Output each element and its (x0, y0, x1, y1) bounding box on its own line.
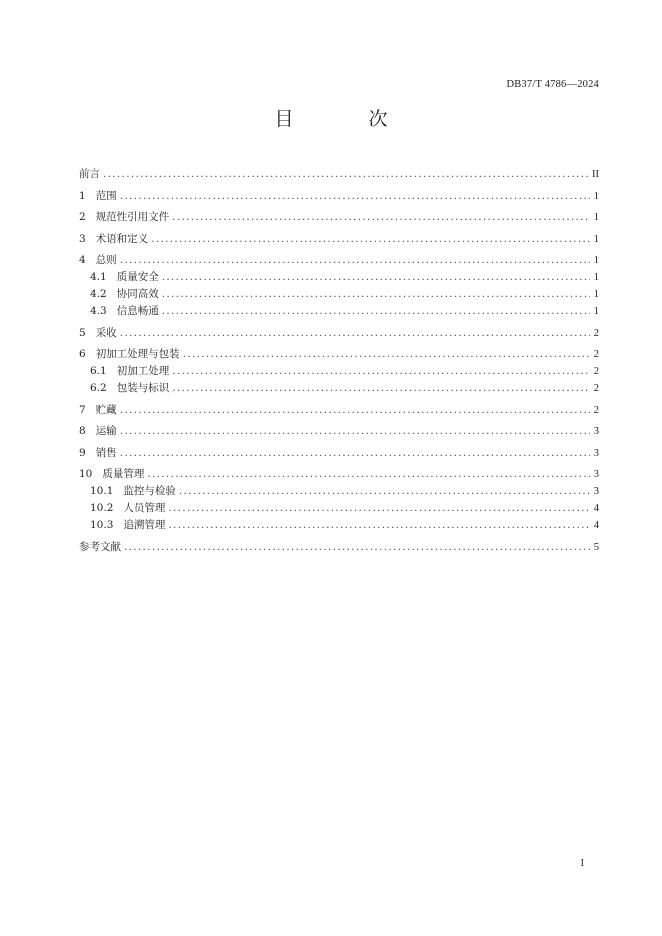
toc-entry-label: 包装与标识 (116, 382, 170, 394)
toc-entry[interactable] (79, 363, 599, 380)
dot-leader (168, 517, 589, 534)
dot-leader (172, 209, 590, 226)
toc-entry-page: 3 (593, 469, 599, 480)
toc-entry-label: 初加工处理 (116, 365, 170, 377)
toc-entry-page: 2 (593, 327, 599, 339)
dot-leader (172, 363, 590, 380)
toc-entry[interactable] (79, 539, 599, 556)
dot-leader (172, 380, 590, 397)
toc-entry-label: 术语和定义 (95, 232, 149, 245)
toc-entry[interactable] (79, 286, 599, 303)
toc-entry-number: 3 (79, 232, 86, 245)
toc-entry-number: 9 (79, 446, 86, 459)
toc-entry[interactable] (79, 269, 599, 286)
toc-entry[interactable] (79, 466, 599, 483)
toc-entry-number: 10.3 (90, 519, 114, 531)
toc-entry-label: 前言 (79, 168, 100, 180)
toc-entry-label: 总则 (95, 254, 117, 266)
toc-entry-page: 1 (593, 255, 599, 266)
toc-entry-page: 1 (593, 289, 599, 300)
toc-entry[interactable] (79, 380, 599, 397)
toc-entry[interactable] (79, 423, 599, 440)
toc-entry-number: 6 (79, 348, 86, 360)
toc-entry-label: 范围 (95, 189, 117, 202)
toc-entry-number: 4.1 (90, 271, 107, 283)
toc-entry-number: 4 (79, 254, 86, 266)
dot-leader (120, 423, 590, 440)
toc-entry-page: 2 (593, 383, 599, 394)
dot-leader (162, 286, 590, 303)
page-number: I (580, 858, 584, 869)
toc-entry-label: 参考文献 (79, 540, 121, 553)
toc-entry-page: 3 (593, 486, 599, 497)
toc-entry-number: 2 (79, 211, 86, 223)
toc-entry-label: 初加工处理与包装 (95, 348, 180, 360)
dot-leader (120, 188, 590, 205)
toc-entry-label: 协同高效 (116, 288, 159, 300)
toc-entry-label: 追溯管理 (123, 519, 166, 531)
toc-entry-page: 2 (593, 349, 599, 360)
toc-entry-label: 销售 (95, 446, 117, 459)
toc-entry-page: 4 (593, 520, 599, 531)
page-title: 目 次 (274, 108, 416, 130)
toc-entry[interactable] (79, 500, 599, 517)
toc-entry-page: 1 (593, 190, 599, 202)
toc-entry-label: 质量管理 (102, 468, 145, 480)
toc-entry-label: 人员管理 (123, 502, 166, 514)
toc-entry[interactable] (79, 166, 599, 183)
table-of-contents (79, 166, 599, 556)
toc-entry[interactable] (79, 483, 599, 500)
toc-entry-number: 5 (79, 326, 86, 339)
toc-entry[interactable] (79, 188, 599, 205)
dot-leader (120, 325, 590, 342)
dot-leader (147, 466, 589, 483)
dot-leader (120, 445, 590, 462)
toc-entry-number: 10 (79, 468, 93, 480)
toc-entry-number: 1 (79, 189, 86, 202)
toc-entry-number: 6.2 (90, 382, 107, 394)
toc-entry[interactable] (79, 517, 599, 534)
dot-leader (151, 231, 590, 248)
toc-entry-number: 6.1 (90, 365, 107, 377)
toc-entry-label: 贮藏 (95, 403, 117, 416)
toc-entry-label: 规范性引用文件 (95, 211, 170, 223)
toc-entry-number: 4.3 (90, 305, 107, 317)
toc-entry-page: 2 (593, 366, 599, 377)
toc-entry-page: 1 (593, 272, 599, 283)
dot-leader (120, 402, 590, 419)
toc-entry-page: 4 (593, 503, 599, 514)
dot-leader (162, 269, 590, 286)
toc-entry-label: 采收 (95, 326, 117, 339)
toc-entry-page: 1 (593, 306, 599, 317)
dot-leader (183, 346, 590, 363)
toc-entry-page: II (592, 169, 599, 180)
toc-entry[interactable] (79, 252, 599, 269)
dot-leader (168, 500, 589, 517)
toc-entry-label: 运输 (95, 425, 117, 437)
toc-entry[interactable] (79, 445, 599, 462)
toc-entry-number: 10.2 (90, 502, 114, 514)
dot-leader (162, 303, 590, 320)
toc-entry[interactable] (79, 346, 599, 363)
toc-entry[interactable] (79, 303, 599, 320)
toc-entry-number: 7 (79, 403, 86, 416)
toc-entry[interactable] (79, 325, 599, 342)
toc-entry-page: 3 (593, 426, 599, 437)
toc-entry[interactable] (79, 402, 599, 419)
toc-entry-label: 质量安全 (116, 271, 159, 283)
toc-entry[interactable] (79, 231, 599, 248)
toc-entry-label: 信息畅通 (116, 305, 159, 317)
toc-entry-page: 3 (593, 447, 599, 459)
toc-entry-label: 监控与检验 (123, 485, 176, 497)
toc-entry[interactable] (79, 209, 599, 226)
toc-entry-page: 1 (593, 212, 599, 223)
toc-entry-page: 2 (593, 404, 599, 416)
toc-entry-page: 1 (593, 233, 599, 245)
toc-entry-page: 5 (593, 541, 599, 553)
toc-entry-number: 8 (79, 425, 86, 437)
dot-leader (103, 166, 588, 183)
toc-entry-number: 10.1 (90, 485, 114, 497)
standard-code: DB37/T 4786—2024 (506, 79, 599, 90)
dot-leader (179, 483, 590, 500)
toc-entry-number: 4.2 (90, 288, 107, 300)
dot-leader (120, 252, 590, 269)
dot-leader (124, 539, 590, 556)
